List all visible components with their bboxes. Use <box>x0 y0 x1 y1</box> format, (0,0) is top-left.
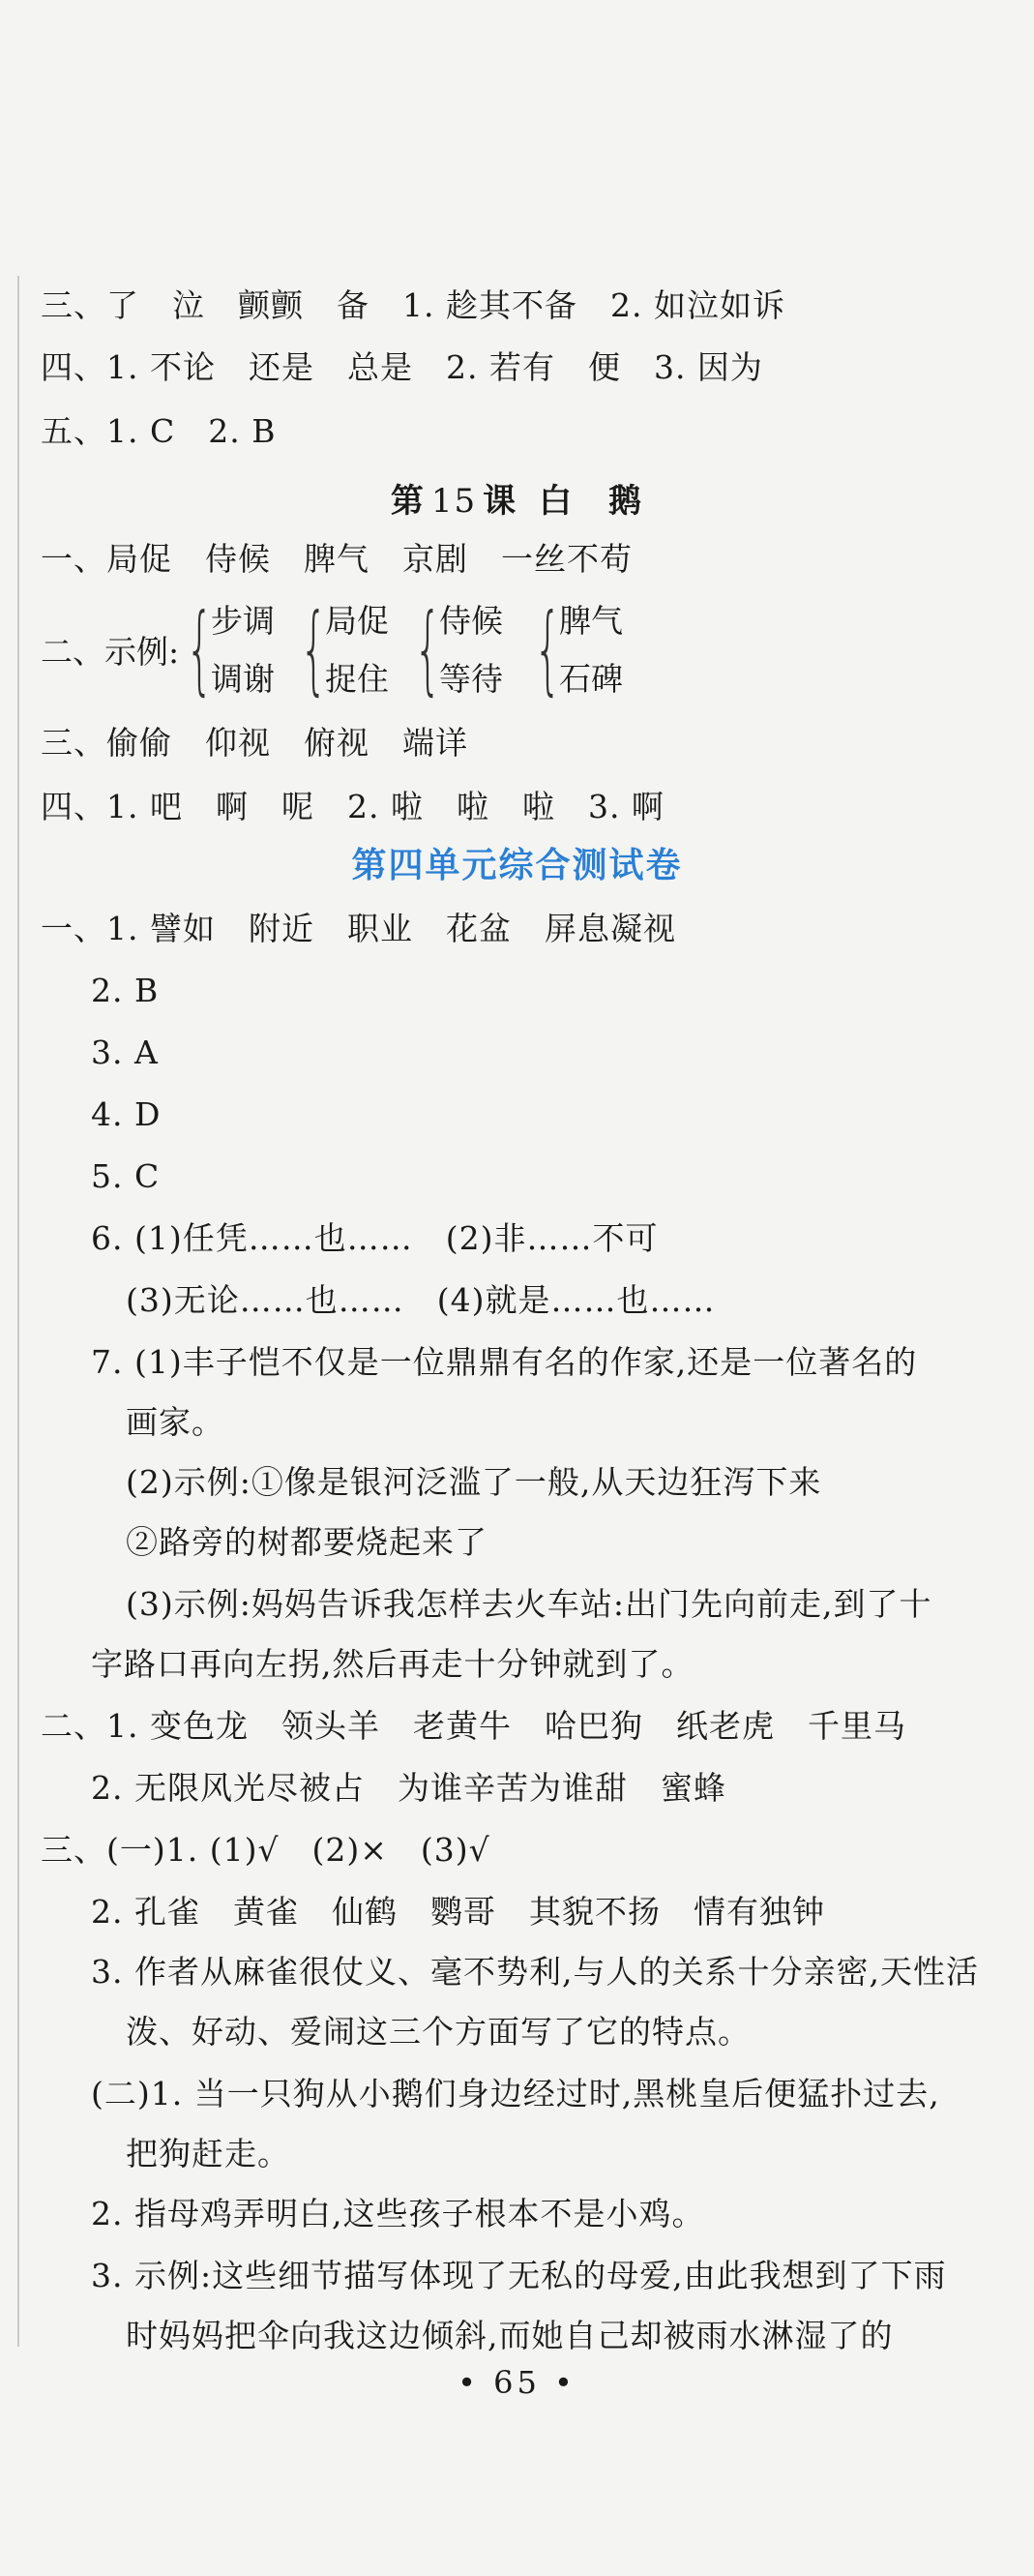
unit-answer-line: 5. C <box>91 1157 161 1195</box>
word-bottom: 等待 <box>439 660 503 698</box>
unit-answer-line: 泼、好动、爱闹这三个方面写了它的特点。 <box>126 2013 751 2051</box>
unit-answer-line: 7. (1)丰子恺不仅是一位鼎鼎有名的作家,还是一位著名的 <box>91 1343 918 1381</box>
word-top: 侍候 <box>439 602 503 640</box>
unit-answer-line: 3. 作者从麻雀很仗义、毫不势利,与人的关系十分亲密,天性活 <box>91 1953 979 1991</box>
word-bottom: 石碑 <box>559 660 623 698</box>
unit-test-title: 第四单元综合测试卷 <box>351 845 683 885</box>
unit-answer-line: 时妈妈把伞向我这边倾斜,而她自己却被雨水淋湿了的 <box>126 2317 894 2354</box>
unit-answer-line: (二)1. 当一只狗从小鹅们身边经过时,黑桃皇后便猛扑过去, <box>91 2075 940 2112</box>
unit-answer-line: 一、1. 譬如 附近 职业 花盆 屏息凝视 <box>41 910 676 947</box>
unit-answer-line: 4. D <box>91 1095 162 1133</box>
left-brace-icon: { <box>414 592 442 705</box>
unit-answer-line: 画家。 <box>126 1403 224 1441</box>
lesson-answer-si: 四、1. 吧 啊 呢 2. 啦 啦 啦 3. 啊 <box>41 788 665 825</box>
answer-line-wu: 五、1. C 2. B <box>41 412 277 450</box>
unit-answer-line: ②路旁的树都要烧起来了 <box>126 1523 487 1561</box>
unit-answer-line: 2. 无限风光尽被占 为谁辛苦为谁甜 蜜蜂 <box>91 1769 726 1807</box>
lesson-title <box>0 474 1034 522</box>
word-bottom: 捉住 <box>325 660 389 698</box>
unit-answer-line: 2. 孔雀 黄雀 仙鹤 鹦哥 其貌不扬 情有独钟 <box>91 1893 825 1931</box>
lesson-number: 15 <box>430 482 478 521</box>
unit-answer-line: (3)无论……也…… (4)就是……也…… <box>126 1281 716 1319</box>
unit-answer-line: 6. (1)任凭……也…… (2)非……不可 <box>91 1219 659 1257</box>
unit-answer-line: 把狗赶走。 <box>126 2135 290 2172</box>
lesson-suffix: 课 <box>483 482 518 521</box>
unit-answer-line: 二、1. 变色龙 领头羊 老黄牛 哈巴狗 纸老虎 千里马 <box>41 1707 906 1745</box>
lesson-prefix: 第 <box>390 482 426 521</box>
lesson-answer-yi: 一、局促 侍候 脾气 京剧 一丝不苟 <box>41 540 633 578</box>
unit-answer-line: 字路口再向左拐,然后再走十分钟就到了。 <box>91 1645 694 1683</box>
brace-label: 二、示例: <box>41 633 180 671</box>
unit-answer-line: 3. A <box>91 1033 159 1071</box>
page-number: • 65 • <box>458 2364 576 2401</box>
lesson-name: 白 鹅 <box>539 482 644 521</box>
answer-line-si: 四、1. 不论 还是 总是 2. 若有 便 3. 因为 <box>41 348 763 386</box>
lesson-answer-san: 三、偷偷 仰视 俯视 端详 <box>41 724 468 762</box>
left-brace-icon: { <box>186 592 214 705</box>
unit-answer-line: (2)示例:①像是银河泛滥了一般,从天边狂泻下来 <box>126 1463 822 1501</box>
unit-answer-line: 3. 示例:这些细节描写体现了无私的母爱,由此我想到了下雨 <box>91 2257 947 2294</box>
left-brace-icon: { <box>534 592 562 705</box>
answer-line-san: 三、了 泣 颤颤 备 1. 趁其不备 2. 如泣如诉 <box>41 286 785 324</box>
unit-answer-line: (3)示例:妈妈告诉我怎样去火车站:出门先向前走,到了十 <box>126 1585 932 1623</box>
unit-answer-line: 2. B <box>91 972 160 1009</box>
word-top: 步调 <box>211 602 275 640</box>
word-top: 脾气 <box>559 602 623 640</box>
unit-answer-line: 三、(一)1. (1)√ (2)× (3)√ <box>41 1831 490 1869</box>
word-bottom: 调谢 <box>211 660 275 698</box>
left-brace-icon: { <box>300 592 328 705</box>
word-top: 局促 <box>325 602 389 640</box>
unit-answer-line: 2. 指母鸡弄明白,这些孩子根本不是小鸡。 <box>91 2195 705 2232</box>
page-edge-line <box>17 276 19 2347</box>
